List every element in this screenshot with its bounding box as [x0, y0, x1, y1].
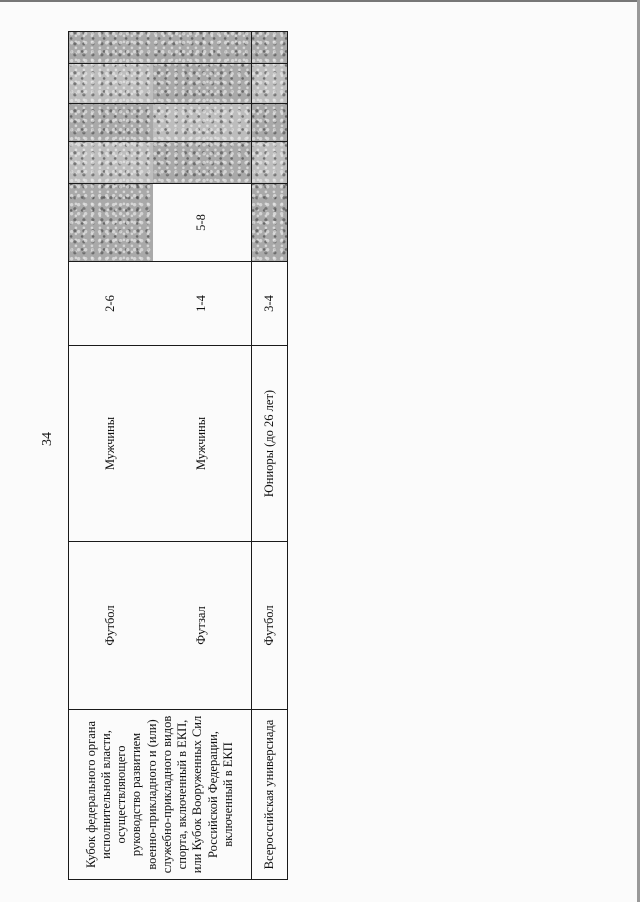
- shaded-cell: [153, 142, 251, 184]
- shaded-cell: [69, 104, 153, 142]
- shaded-cell: [251, 104, 287, 142]
- shaded-cell: [153, 104, 251, 142]
- group-cell: Юниоры (до 26 лет): [251, 346, 287, 542]
- group-cell: Мужчины: [153, 346, 251, 542]
- shaded-cell: [251, 32, 287, 64]
- competition-name-cell: Кубок федерального органа исполнительной власти, осуществляющего руководство развитием военно-прикладного и (или) служебно-прикладного видов спорта, включенный в ЕКП, или Кубок Вооруженных Сил Российской Федерации, включенный в ЕКП: [69, 710, 252, 880]
- sport-cell: Футбол: [251, 542, 287, 710]
- page-number: 34: [40, 432, 55, 446]
- competition-table: [68, 31, 288, 880]
- places-cell: 3-4: [251, 262, 287, 346]
- places-cell: 2-6: [69, 262, 153, 346]
- places-cell: 1-4: [153, 262, 251, 346]
- extra-places-cell: 5-8: [153, 184, 251, 262]
- group-cell: Мужчины: [69, 346, 153, 542]
- shaded-cell: [69, 64, 153, 104]
- shaded-cell: [251, 64, 287, 104]
- table-row: [251, 32, 287, 880]
- shaded-cell: [251, 184, 287, 262]
- scan-edge-top: [0, 0, 640, 2]
- shaded-cell: [69, 142, 153, 184]
- shaded-cell: [251, 142, 287, 184]
- competition-name-cell: Всероссийская универсиада: [251, 710, 287, 880]
- shaded-cell: [69, 32, 252, 64]
- shaded-cell: [69, 184, 153, 262]
- table-row: [69, 32, 153, 880]
- sport-cell: Футбол: [69, 542, 153, 710]
- rotated-table-container: [68, 32, 288, 880]
- shaded-cell: [153, 64, 251, 104]
- sport-cell: Футзал: [153, 542, 251, 710]
